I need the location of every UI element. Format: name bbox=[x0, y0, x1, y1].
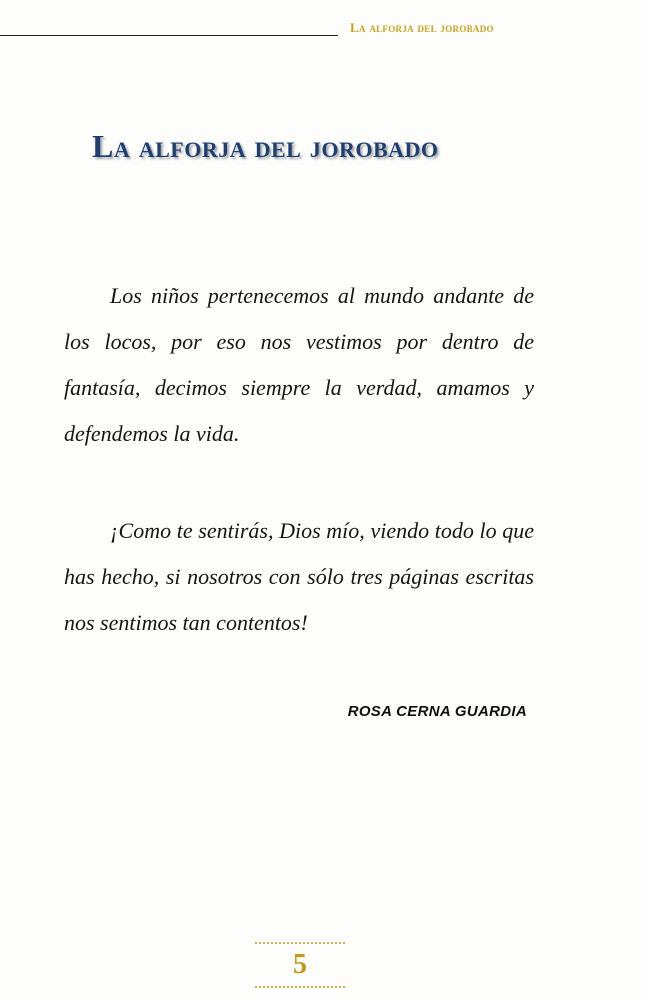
paragraph-1: Los niños pertenecemos al mundo andante de los locos, por eso nos vestimos por dentro de fantasía, decimos siempre la verdad, amamos y defendemos la vida. bbox=[64, 283, 534, 446]
running-header bbox=[0, 18, 647, 44]
header-rule bbox=[0, 35, 338, 36]
paragraph-2: ¡Como te sentirás, Dios mío, viendo todo lo que has hecho, si nosotros con sólo tres páginas escritas nos sentimos tan contentos! bbox=[64, 518, 534, 635]
author-signature: ROSA CERNA GUARDIA bbox=[347, 703, 527, 720]
footer-rule-bottom bbox=[255, 986, 345, 988]
footer-rule-top bbox=[255, 942, 345, 944]
page-number: 5 bbox=[293, 949, 307, 980]
page-footer bbox=[255, 940, 345, 990]
running-title: La alforja del jorobado bbox=[350, 20, 494, 35]
page-title: La alforja del jorobado bbox=[92, 128, 439, 164]
